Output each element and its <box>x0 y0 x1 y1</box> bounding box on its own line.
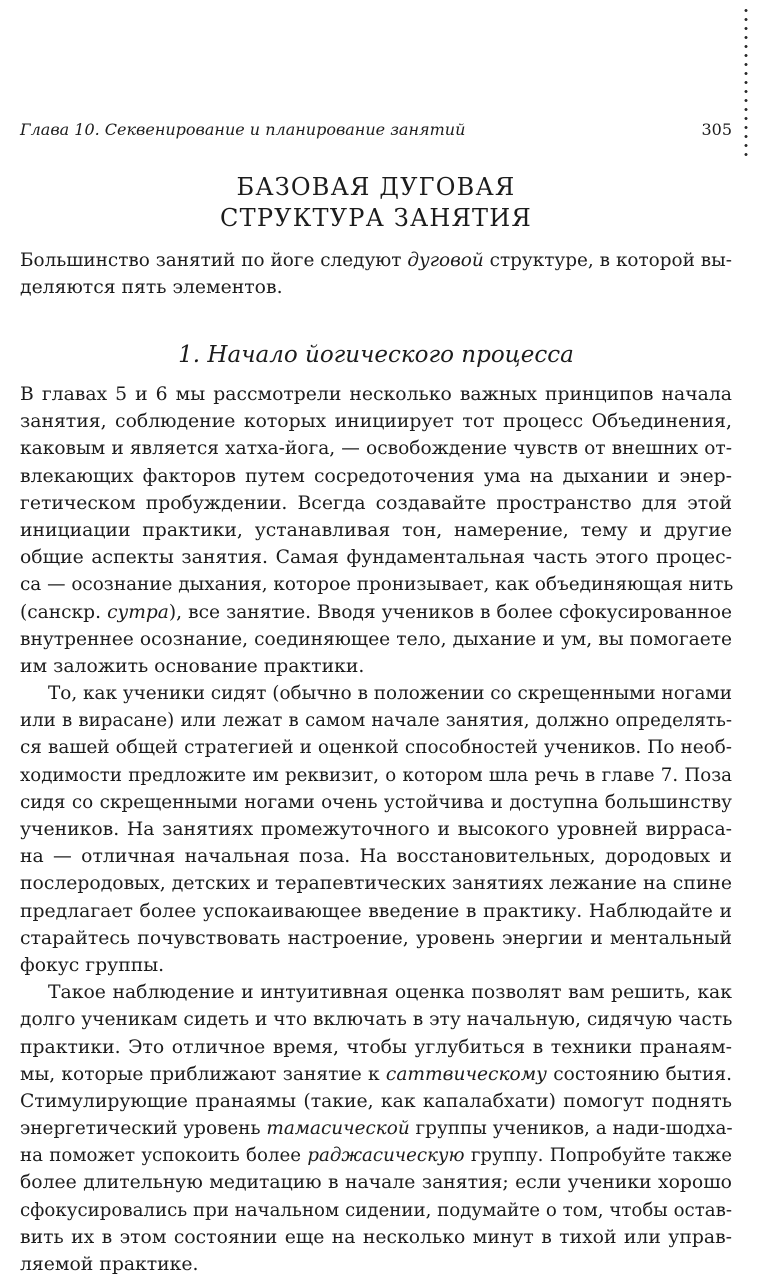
page-edge-dots <box>744 6 748 156</box>
body-paragraphs <box>20 381 732 1278</box>
text-line: сфокусировались при начальном сидении, подумайте о том, чтобы остав- <box>20 1199 732 1221</box>
section-title-line-1: БАЗОВАЯ ДУГОВАЯ <box>236 173 516 201</box>
text-line: (санскр. сутра), все занятие. Вводя учеников в более сфокусированное <box>20 601 732 623</box>
text-line: влекающих факторов путем сосредоточения ума на дыхании и энер- <box>20 465 732 487</box>
text-line: мы, которые приближают занятие к саттвическому состоянию бытия. <box>20 1063 732 1085</box>
text-line: или в вирасане) или лежат в самом начале занятия, должно определять- <box>20 710 732 732</box>
text-line: каковым и является хатха-йога, — освобождение чувств от внешних от- <box>20 438 732 460</box>
text-line: Большинство занятий по йоге следуют дуговой структуре, в которой вы- <box>20 250 732 271</box>
intro-paragraph <box>20 247 732 301</box>
text-line: старайтесь почувствовать настроение, уровень энергии и ментальный <box>20 927 732 949</box>
text-line: послеродовых, детских и терапевтических занятиях лежание на спине <box>20 873 732 895</box>
text-line: энергетический уровень тамасической группы учеников, а нади-шодха- <box>20 1118 733 1140</box>
paragraph-2 <box>20 680 732 979</box>
text-line: деляются пять элементов. <box>20 277 283 299</box>
paragraph-3 <box>20 979 732 1278</box>
text-line: ходимости предложите им реквизит, о котором шла речь в главе 7. Поза <box>20 764 732 786</box>
text-line: на поможет успокоить более раджасическую группу. Попробуйте также <box>20 1145 732 1167</box>
text-line: В главах 5 и 6 мы рассмотрели несколько важных принципов начала <box>20 384 732 405</box>
section-title-line-2: СТРУКТУРА ЗАНЯТИЯ <box>220 204 532 232</box>
text-line: фокус группы. <box>20 954 165 976</box>
text-line: долго ученикам сидеть и что включать в эту начальную, сидячую часть <box>20 1009 733 1031</box>
text-line: на — отличная начальная поза. На восстановительных, дородовых и <box>20 846 732 868</box>
text-line: То, как ученики сидят (обычно в положении со скрещенными ногами <box>48 683 733 705</box>
text-line: Стимулирующие пранаямы (такие, как капалабхати) помогут поднять <box>20 1090 732 1112</box>
subsection-heading: 1. Начало йогического процесса <box>178 342 574 368</box>
chapter-title: Глава 10. Секвенирование и планирование занятий <box>20 120 466 139</box>
text-line: ся вашей общей стратегией и оценкой способностей учеников. По необ- <box>20 737 732 759</box>
text-line: предлагает более успокаивающее введение в практику. Наблюдайте и <box>20 900 732 922</box>
text-line: более длительную медитацию в начале занятия; если ученики хорошо <box>20 1172 732 1194</box>
text-line: им заложить основание практики. <box>20 655 365 677</box>
text-line: ляемой практике. <box>20 1254 199 1275</box>
running-head <box>20 118 732 142</box>
paragraph-1 <box>20 381 732 680</box>
text-line: Такое наблюдение и интуитивная оценка позволят вам решить, как <box>48 982 732 1004</box>
text-line: сидя со скрещенными ногами очень устойчива и доступна большинству <box>20 791 732 813</box>
text-line: практики. Это отличное время, чтобы углубиться в техники пранаям- <box>20 1036 732 1058</box>
text-line: инициации практики, устанавливая тон, намерение, тему и другие <box>20 519 732 541</box>
text-line: са — осознание дыхания, которое пронизывает, как объединяющая нить <box>20 574 734 596</box>
text-line: внутреннее осознание, соединяющее тело, дыхание и ум, вы помогаете <box>20 628 732 650</box>
text-line: общие аспекты занятия. Самая фундаментальная часть этого процес- <box>20 547 732 569</box>
text-line: занятия, соблюдение которых инициирует тот процесс Объединения, <box>20 411 732 433</box>
text-line: вить их в этом состоянии еще на несколько минут в тихой или управ- <box>20 1226 732 1248</box>
section-title <box>20 172 732 234</box>
page-number: 305 <box>701 120 732 139</box>
text-line: гетическом пробуждении. Всегда создавайте пространство для этой <box>20 492 732 514</box>
text-line: учеников. На занятиях промежуточного и высокого уровней вирраса- <box>20 819 732 840</box>
